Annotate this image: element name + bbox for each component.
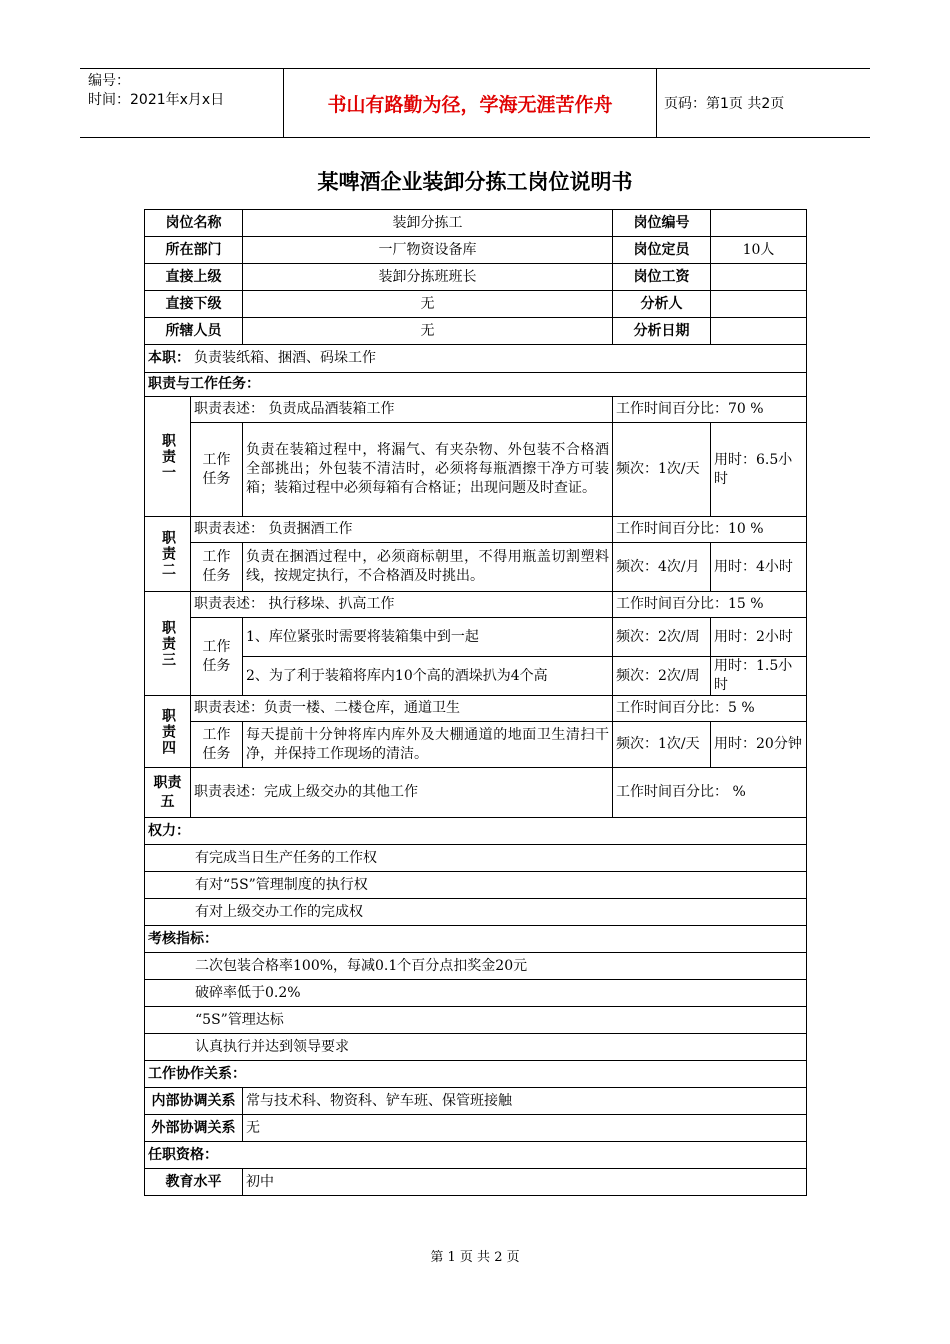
kpi-item: 二次包装合格率100%，每减0.1个百分点扣奖金20元 xyxy=(145,953,807,980)
duty3-task1-text: 1、库位紧张时需要将装箱集中到一起 xyxy=(243,618,613,657)
task-label: 工作任务 xyxy=(191,722,243,768)
number-label: 编号： xyxy=(88,73,130,89)
duty3-task2-text: 2、为了利于装箱将库内10个高的酒垛扒为4个高 xyxy=(243,657,613,696)
duty4-task-time: 用时：20分钟 xyxy=(711,722,807,768)
motto: 书山有路勤为径，学海无涯苦作舟 xyxy=(283,69,657,137)
task-label: 工作任务 xyxy=(191,423,243,517)
superior-label: 直接上级 xyxy=(145,264,243,291)
row-qual-heading xyxy=(145,1142,807,1169)
external-value: 无 xyxy=(243,1115,807,1142)
duty4-desc: 职责表述：负责一楼、二楼仓库，通道卫生 xyxy=(191,696,613,722)
wage-value xyxy=(711,264,807,291)
dept-value: 一厂物资设备库 xyxy=(243,237,613,264)
external-label: 外部协调关系 xyxy=(145,1115,243,1142)
page-header xyxy=(80,68,870,138)
kpi-item-row xyxy=(145,953,807,980)
duty1-task-text: 负责在装箱过程中，将漏气、有夹杂物、外包装不合格酒全部挑出；外包装不清洁时，必须将每瓶酒擦干净方可装箱；装箱过程中必须每箱有合格证；出现问题及时查证。 xyxy=(243,423,613,517)
duty5-desc: 职责表述：完成上级交办的其他工作 xyxy=(191,768,613,818)
time-label: 时间：2021年x月x日 xyxy=(88,92,225,108)
edu-value: 初中 xyxy=(243,1169,807,1196)
duty3-task2-freq: 频次：2次/周 xyxy=(613,657,711,696)
post-no-value xyxy=(711,210,807,237)
duty2-desc: 职责表述： 负责捆酒工作 xyxy=(191,517,613,543)
coop-heading: 工作协作关系： xyxy=(145,1061,807,1088)
kpi-item-row xyxy=(145,1034,807,1061)
managed-label: 所辖人员 xyxy=(145,318,243,345)
duty3-task1-time: 用时：2小时 xyxy=(711,618,807,657)
duty1-pct: 工作时间百分比：70 % xyxy=(613,397,807,423)
duty2-task-freq: 频次：4次/月 xyxy=(613,543,711,592)
task-label: 工作任务 xyxy=(191,618,243,696)
duty5-row xyxy=(145,768,807,818)
duty1-desc: 职责表述： 负责成品酒装箱工作 xyxy=(191,397,613,423)
power-item-row xyxy=(145,845,807,872)
duty4-task-row xyxy=(145,722,807,768)
kpi-item: 破碎率低于0.2% xyxy=(145,980,807,1007)
duty1-name: 职责一 xyxy=(145,397,191,517)
row-power-heading xyxy=(145,818,807,845)
duty5-pct: 工作时间百分比： % xyxy=(613,768,807,818)
duty2-task-time: 用时：4小时 xyxy=(711,543,807,592)
post-name-label: 岗位名称 xyxy=(145,210,243,237)
analyst-label: 分析人 xyxy=(613,291,711,318)
power-item-row xyxy=(145,872,807,899)
row-coop-heading xyxy=(145,1061,807,1088)
row-superior xyxy=(145,264,807,291)
kpi-item-row xyxy=(145,980,807,1007)
subordinate-value: 无 xyxy=(243,291,613,318)
subordinate-label: 直接下级 xyxy=(145,291,243,318)
superior-value: 装卸分拣班班长 xyxy=(243,264,613,291)
task-label: 工作任务 xyxy=(191,543,243,592)
duty-cell xyxy=(145,345,807,373)
row-duty xyxy=(145,345,807,373)
kpi-heading: 考核指标： xyxy=(145,926,807,953)
power-item: 有对上级交办工作的完成权 xyxy=(145,899,807,926)
job-description-table xyxy=(144,209,807,1196)
managed-value: 无 xyxy=(243,318,613,345)
row-kpi-heading xyxy=(145,926,807,953)
row-tasks-heading xyxy=(145,373,807,397)
duty1-header-row xyxy=(145,397,807,423)
row-subordinate xyxy=(145,291,807,318)
dept-label: 所在部门 xyxy=(145,237,243,264)
power-item: 有对“5S”管理制度的执行权 xyxy=(145,872,807,899)
edu-label: 教育水平 xyxy=(145,1169,243,1196)
duty1-task-row xyxy=(145,423,807,517)
kpi-item: “5S”管理达标 xyxy=(145,1007,807,1034)
date-label: 分析日期 xyxy=(613,318,711,345)
row-post-name xyxy=(145,210,807,237)
duty2-pct: 工作时间百分比：10 % xyxy=(613,517,807,543)
internal-value: 常与技术科、物资科、铲车班、保管班接触 xyxy=(243,1088,807,1115)
kpi-item-row xyxy=(145,1007,807,1034)
coop-internal-row xyxy=(145,1088,807,1115)
duty2-task-row xyxy=(145,543,807,592)
post-no-label: 岗位编号 xyxy=(613,210,711,237)
power-item: 有完成当日生产任务的工作权 xyxy=(145,845,807,872)
quota-label: 岗位定员 xyxy=(613,237,711,264)
row-dept xyxy=(145,237,807,264)
header-meta xyxy=(80,69,280,137)
duty3-task2-time: 用时：1.5小时 xyxy=(711,657,807,696)
duty4-task-freq: 频次：1次/天 xyxy=(613,722,711,768)
power-heading: 权力： xyxy=(145,818,807,845)
duty2-header-row xyxy=(145,517,807,543)
analyst-value xyxy=(711,291,807,318)
internal-label: 内部协调关系 xyxy=(145,1088,243,1115)
duty2-task-text: 负责在捆酒过程中，必须商标朝里，不得用瓶盖切割塑料线，按规定执行，不合格酒及时挑出。 xyxy=(243,543,613,592)
date-value xyxy=(711,318,807,345)
page-footer: 第 1 页 共 2 页 xyxy=(430,1250,520,1265)
qual-heading: 任职资格： xyxy=(145,1142,807,1169)
duty3-task2-row xyxy=(145,657,807,696)
duty2-name: 职责二 xyxy=(145,517,191,592)
tasks-heading: 职责与工作任务： xyxy=(145,373,807,397)
document-title: 某啤酒企业装卸分拣工岗位说明书 xyxy=(317,170,633,194)
duty5-name: 职责五 xyxy=(145,768,191,818)
quota-value: 10人 xyxy=(711,237,807,264)
qual-edu-row xyxy=(145,1169,807,1196)
power-item-row xyxy=(145,899,807,926)
duty3-name: 职责三 xyxy=(145,592,191,696)
duty3-desc: 职责表述： 执行移垛、扒高工作 xyxy=(191,592,613,618)
duty3-header-row xyxy=(145,592,807,618)
post-name-value: 装卸分拣工 xyxy=(243,210,613,237)
page-label: 页码：第1页 共2页 xyxy=(664,96,785,112)
duty3-task1-row xyxy=(145,618,807,657)
duty1-task-time: 用时：6.5小时 xyxy=(711,423,807,517)
kpi-item: 认真执行并达到领导要求 xyxy=(145,1034,807,1061)
wage-label: 岗位工资 xyxy=(613,264,711,291)
duty4-name: 职责四 xyxy=(145,696,191,768)
duty4-header-row xyxy=(145,696,807,722)
duty4-pct: 工作时间百分比：5 % xyxy=(613,696,807,722)
coop-external-row xyxy=(145,1115,807,1142)
duty4-task-text: 每天提前十分钟将库内库外及大棚通道的地面卫生清扫干净，并保持工作现场的清洁。 xyxy=(243,722,613,768)
duty-label: 本职： xyxy=(148,350,190,366)
duty3-task1-freq: 频次：2次/周 xyxy=(613,618,711,657)
duty3-pct: 工作时间百分比：15 % xyxy=(613,592,807,618)
row-managed xyxy=(145,318,807,345)
duty-text: 负责装纸箱、捆酒、码垛工作 xyxy=(194,350,376,366)
duty1-task-freq: 频次：1次/天 xyxy=(613,423,711,517)
